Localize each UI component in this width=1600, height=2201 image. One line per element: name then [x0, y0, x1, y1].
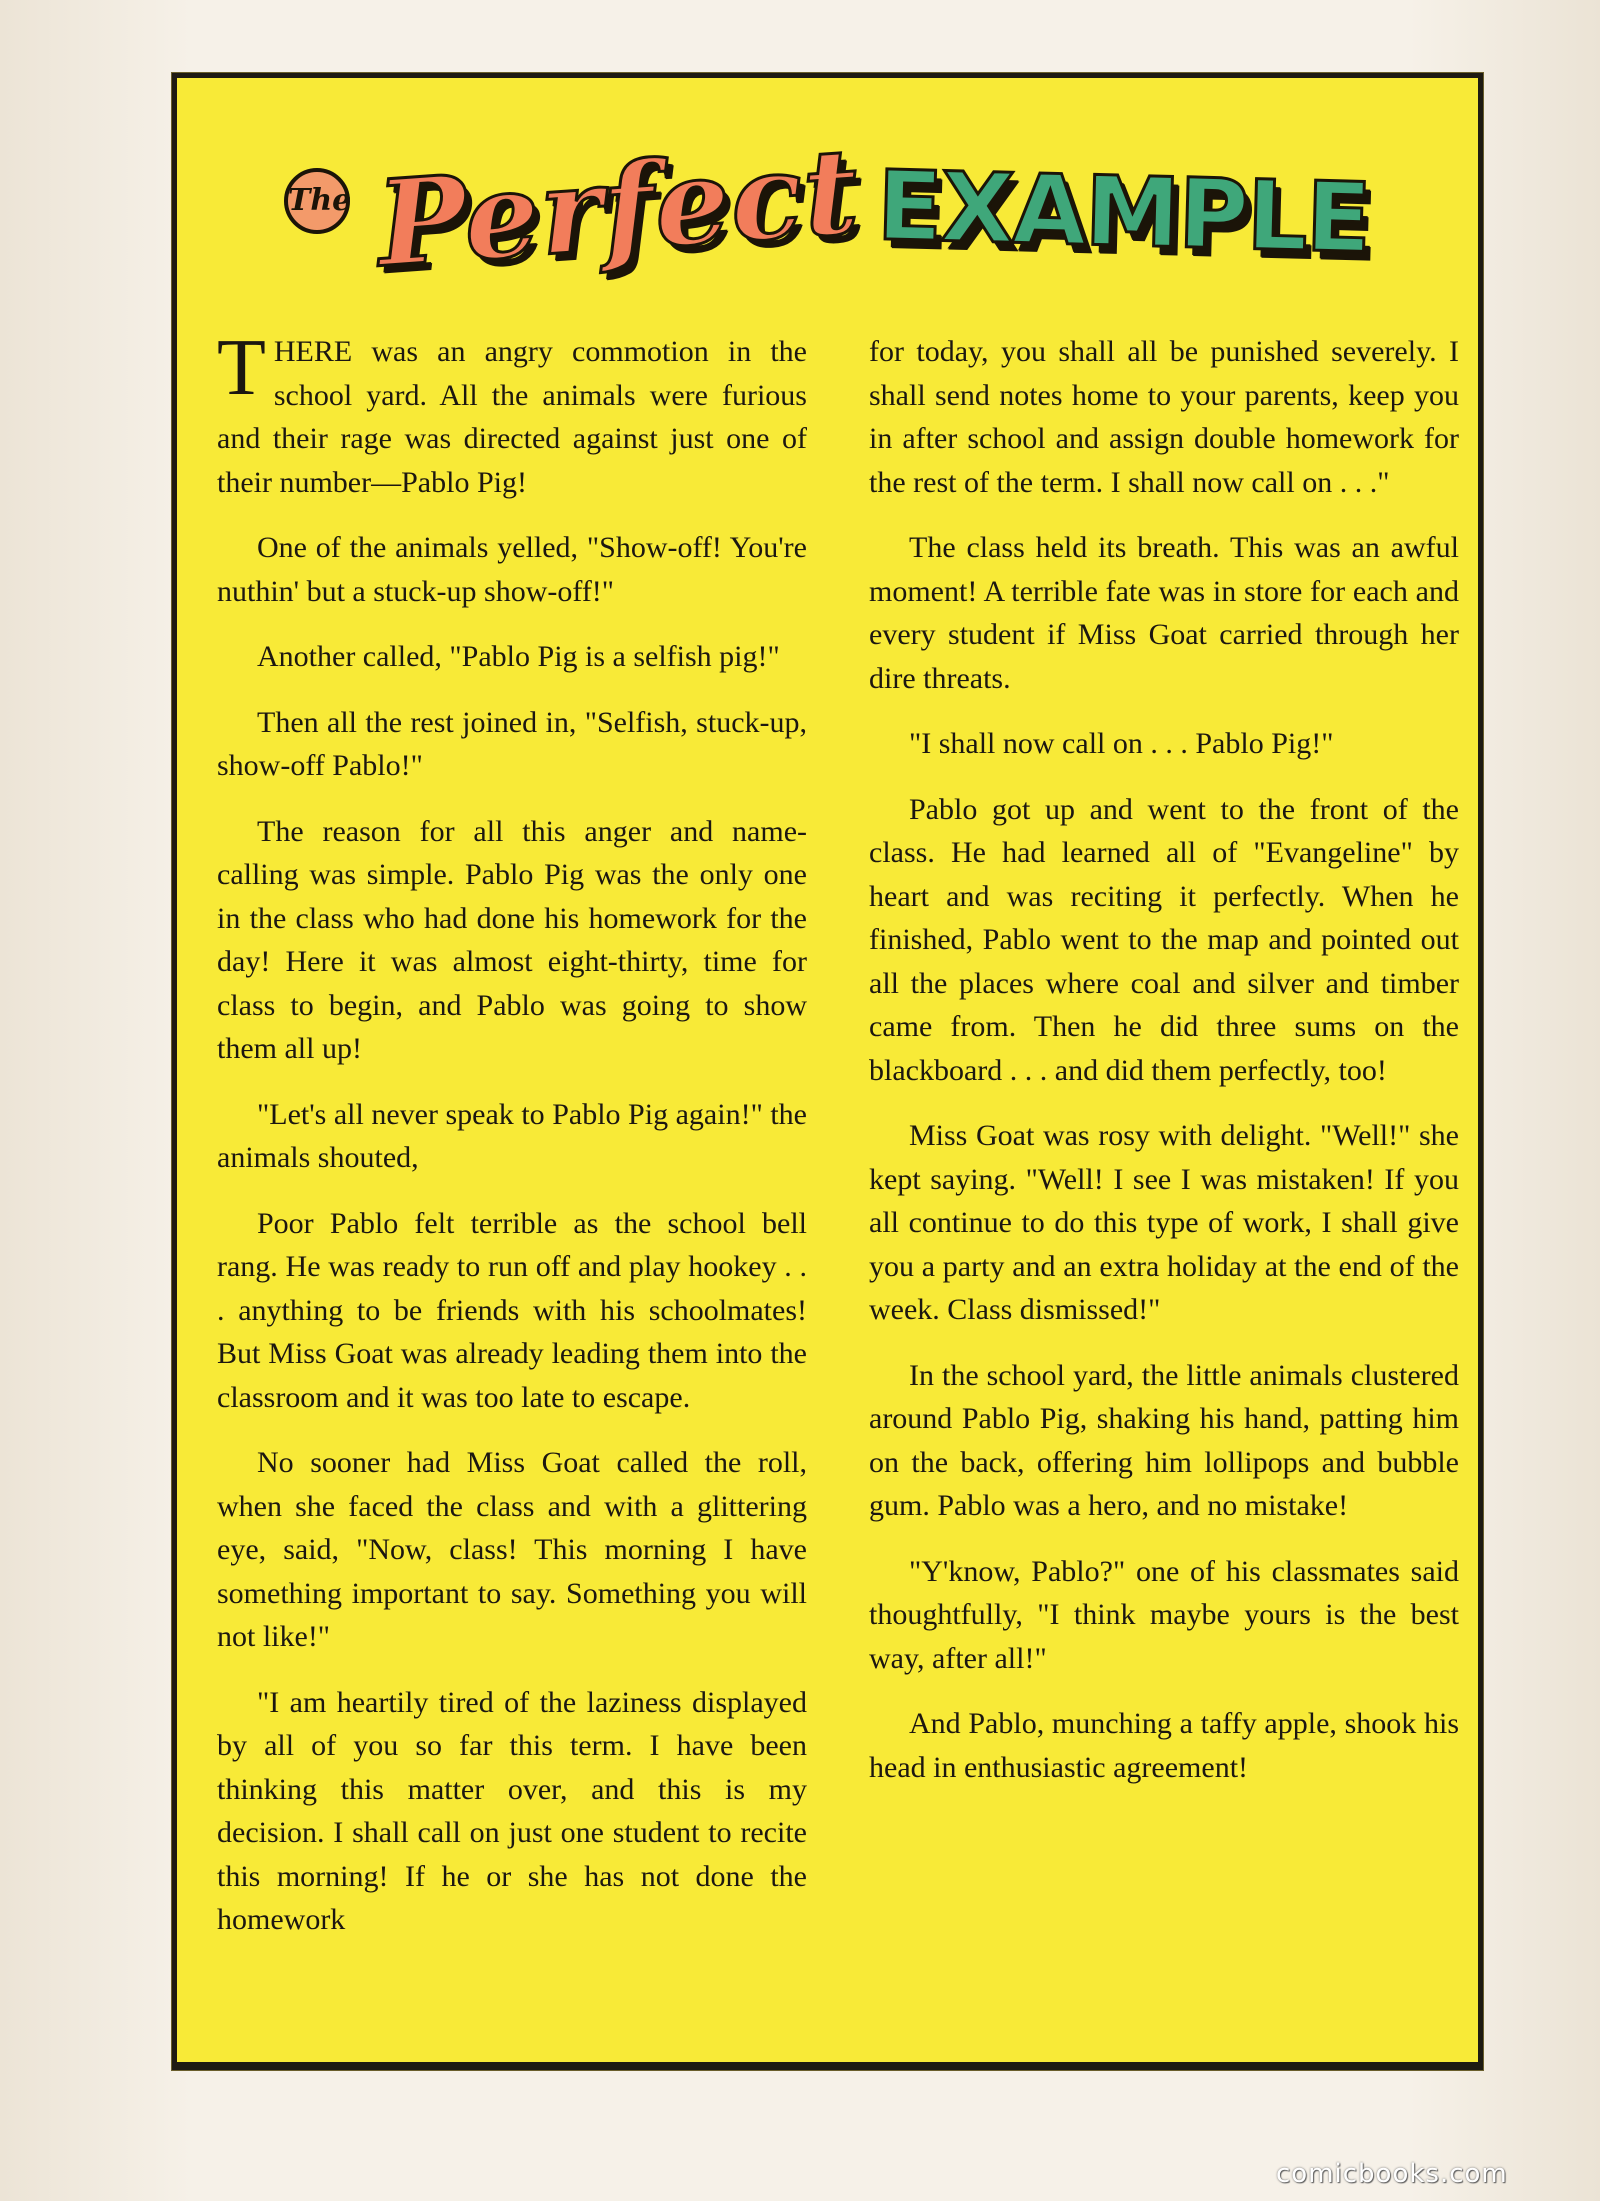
story-paragraph: The reason for all this anger and name-calling was simple. Pablo Pig was the only one in the class who had done his homework for the day! Here it was almost eight-thirty, time for class to begin, and Pablo was going to show them all up! [217, 814, 807, 1065]
title-example: EXAMPLE [875, 149, 1371, 275]
story-paragraph: No sooner had Miss Goat called the roll, when she faced the class and with a glittering eye, said, "Now, class! This morning I have something important to say. Something you will not like!" [217, 1446, 807, 1653]
story-paragraph: And Pablo, munching a taffy apple, shook his head in enthusiastic agreement! [869, 1707, 1459, 1784]
story-title [177, 78, 1478, 338]
story-paragraph [217, 324, 807, 504]
story-paragraph: Then all the rest joined in, "Selfish, stuck-up, show-off Pablo!" [217, 705, 807, 782]
story-paragraph: "I am heartily tired of the laziness displayed by all of you so far this term. I have been thinking this matter over, and this is my decision. I shall call on just one student to recite this morning! If he or she has not done the homework [217, 1685, 807, 1936]
story-paragraph: "Let's all never speak to Pablo Pig again!" the animals shouted, [217, 1097, 807, 1174]
story-paragraph: Pablo got up and went to the front of the class. He had learned all of "Evangeline" by heart and was reciting it perfectly. When he finished, Pablo went to the map and pointed out all the places where coal and silver and timber came from. Then he did three sums on the blackboard . . . and did them perfectly, too! [869, 792, 1459, 1087]
drop-cap: T [217, 324, 266, 412]
text-column-right [869, 330, 1459, 1811]
first-paragraph-text: HERE was an angry commotion in the school yard. All the animals were furious and their rage was directed against just one of their number—Pablo Pig! [217, 335, 807, 499]
story-paragraph: In the school yard, the little animals clustered around Pablo Pig, shaking his hand, patting him on the back, offering him lollipops and bubble gum. Pablo was a hero, and no mistake! [869, 1358, 1459, 1522]
story-paragraph: Poor Pablo felt terrible as the school bell rang. He was ready to run off and play hookey . . . anything to be friends with his schoolmates! But Miss Goat was already leading them into the classroom and it was too late to escape. [217, 1206, 807, 1414]
watermark: comicbooks.com [1276, 2159, 1508, 2189]
story-paragraph: "I shall now call on . . . Pablo Pig!" [909, 727, 1334, 760]
story-paragraph: The class held its breath. This was an awful moment! A terrible fate was in store for each and every student if Miss Goat carried through her dire threats. [869, 531, 1459, 695]
title-perfect: Perfect [372, 121, 864, 294]
story-paragraph: One of the animals yelled, "Show-off! You're nuthin' but a stuck-up show-off!" [217, 531, 807, 608]
story-panel [172, 73, 1483, 2070]
story-paragraph: for today, you shall all be punished severely. I shall send notes home to your parents, keep you in after school and assign double homework for the rest of the term. I shall now call on . . ." [869, 335, 1459, 499]
story-paragraph: "Y'know, Pablo?" one of his classmates said thoughtfully, "I think maybe yours is the best way, after all!" [869, 1554, 1459, 1675]
panel-bottom-rule [172, 2062, 1483, 2068]
story-paragraph: Another called, "Pablo Pig is a selfish pig!" [257, 640, 780, 673]
title-the: The [284, 168, 350, 234]
story-paragraph: Miss Goat was rosy with delight. "Well!" she kept saying. "Well! I see I was mistaken! If you all continue to do this type of work, I shall give you a party and an extra holiday at the end of the week. Class dismissed!" [869, 1119, 1459, 1326]
text-column-left [217, 324, 807, 1964]
